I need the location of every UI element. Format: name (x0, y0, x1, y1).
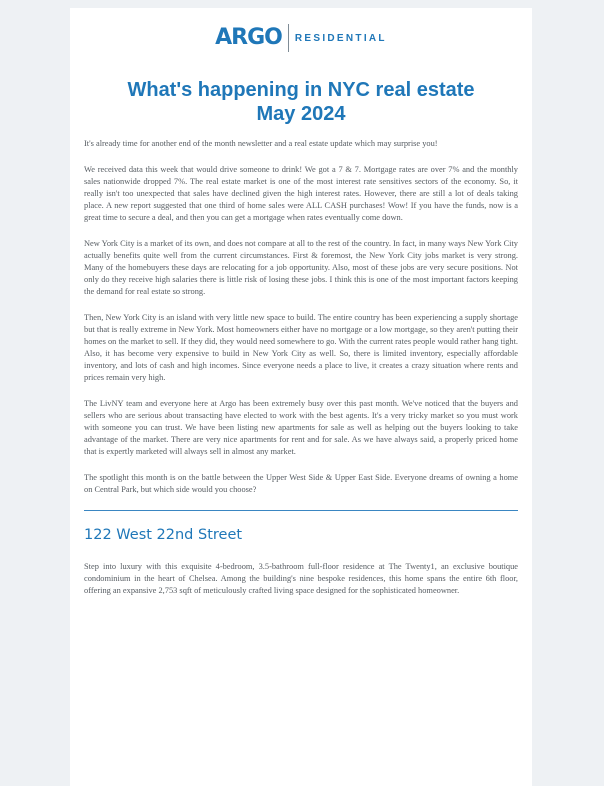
paragraph-nyc-jobs: New York City is a market of its own, and does not compare at all to the rest of the country. In fact, in many ways New York City actually benefits quite well from the current circumstances. First & foremost, the New York City jobs market is very strong. Many of the homebuyers these days are relocating for a job opportunity. Also, most of these jobs are very secure positions. Not only do they receive high salaries there is little risk of losing these jobs. I think this is one of the most important factors keeping the demand for real estate so strong. (84, 239, 518, 296)
paragraph-spotlight: The spotlight this month is on the battle between the Upper West Side & Upper East Side. Everyone dreams of owning a home on Central Park, but which side would you choose? (84, 473, 518, 494)
newsletter-sheet (70, 8, 532, 786)
paragraph-rates: We received data this week that would drive someone to drink! We got a 7 & 7. Mortgage rates are over 7% and the monthly sales nationwide dropped 7%. The real estate market is one of the most interest rate sensitives sectors of the economy. So, it really isn't too unexpected that sales have declined given the high interest rates. However, there are still a lot of deals taking place. A new report suggested that one third of home sales were ALL CASH purchases! Wow! If you have the funds, now is a great time to secure a deal, and then you can get a mortgage when rates eventually come down. (84, 165, 518, 222)
newsletter-body (84, 138, 518, 496)
brand-logo[interactable] (84, 22, 518, 54)
logo-divider (288, 24, 289, 52)
listing-body (84, 561, 518, 597)
section-divider (84, 510, 518, 511)
newsletter-title (84, 78, 518, 126)
newsletter-title-line2: May 2024 (256, 103, 346, 125)
paragraph-nyc-supply: Then, New York City is an island with very little new space to build. The entire country has been experiencing a supply shortage but that is really extreme in New York. Most homeowners either have no mortgage or a low mortgage, so they aren't putting their homes on the market to sell. If they did, they would need somewhere to go. With the current rates people would rather hang tight. Also, it has become very expensive to build in New York City as well. So, there is limited inventory, especially affordable inventory, and lots of cash and high incomes. Since everyone needs a place to live, it creates a crazy situation where rents and prices remain very high. (84, 313, 518, 382)
paragraph-intro: It's already time for another end of the month newsletter and a real estate update which may surprise you! (84, 139, 438, 148)
brand-logo-mark: ARGO (215, 25, 282, 50)
listing-description: Step into luxury with this exquisite 4-bedroom, 3.5-bathroom full-floor residence at The Twenty1, an exclusive boutique condominium in the heart of Chelsea. Among the building's nine bespoke residences, this home spans the entire 6th floor, offering an expansive 2,753 sqft of meticulously crafted living space designed for the sophisticated homeowner. (84, 562, 518, 595)
brand-logo-sub: RESIDENTIAL (294, 32, 387, 44)
newsletter-title-line1: What's happening in NYC real estate (127, 79, 475, 101)
listing-heading: 122 West 22nd Street (84, 527, 243, 543)
paragraph-team-update: The LivNY team and everyone here at Argo has been extremely busy over this past month. We've noticed that the buyers and sellers who are serious about transacting have elected to work with the best agents. It's a very tricky market so you must work with someone you can trust. We have been listing new apartments for sale as well as helping out the buyers looking to take advantage of the market. There are very nice apartments for rent and for sale. As we have always said, a properly priced home that is expertly marketed will always sell in almost any market. (84, 399, 518, 456)
